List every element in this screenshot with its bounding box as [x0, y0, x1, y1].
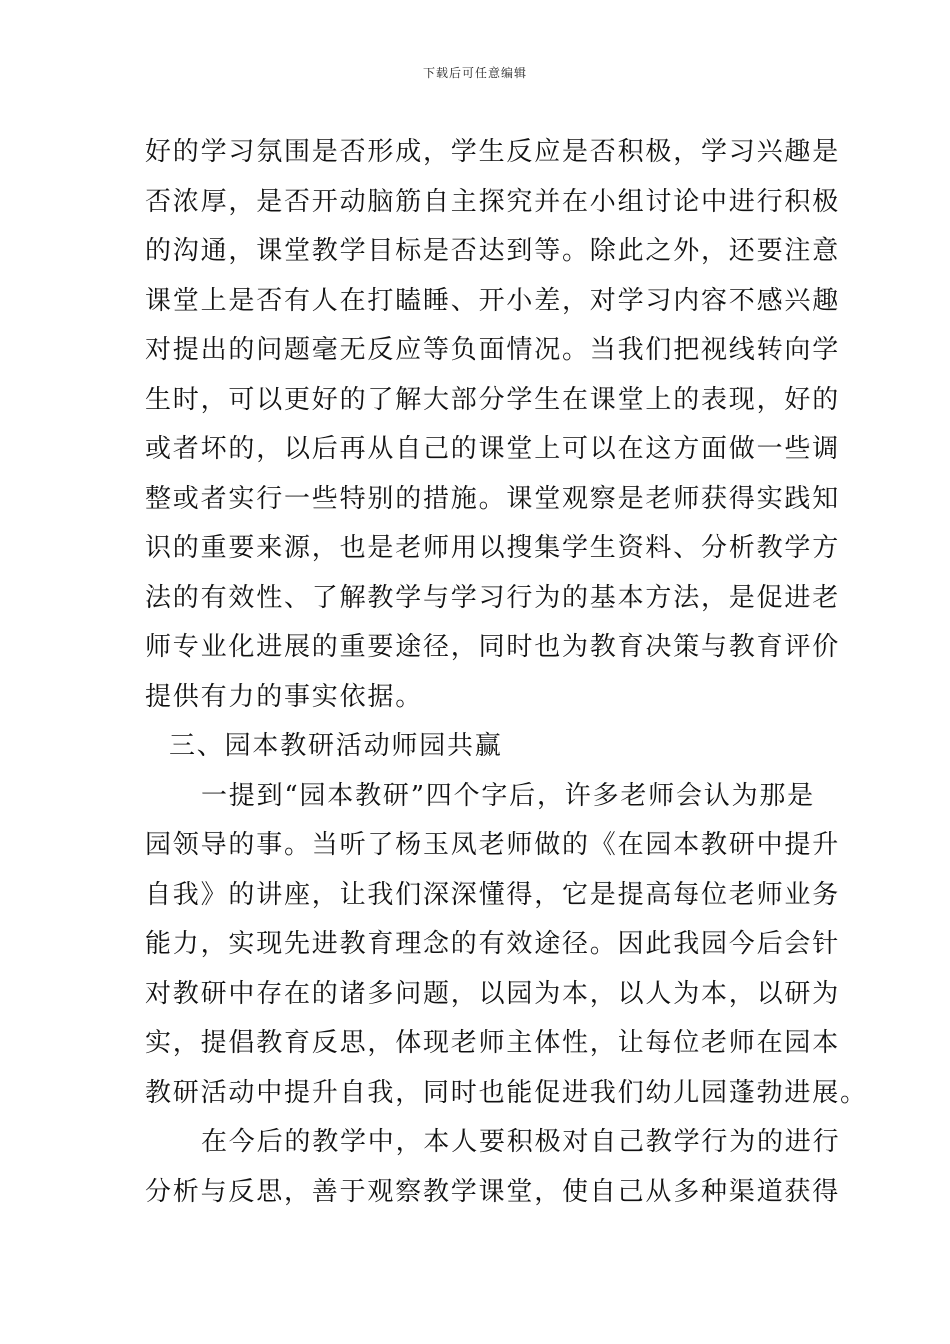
text-line: 或者坏的，以后再从自己的课堂上可以在这方面做一些调	[145, 434, 841, 464]
text-line: 园领导的事。当听了杨玉凤老师做的《在园本教研中提升	[145, 830, 841, 860]
text-line: 一提到“园本教研”四个字后，许多老师会认为那是	[201, 780, 815, 811]
text-line: 师专业化进展的重要途径，同时也为教育决策与教育评价	[145, 632, 841, 662]
text-line: 实，提倡教育反思，体现老师主体性，让每位老师在园本	[145, 1028, 841, 1058]
page-header: 下载后可任意编辑	[422, 66, 527, 80]
text-line: 法的有效性、了解教学与学习行为的基本方法，是促进老	[145, 582, 841, 613]
text-line: 自我》的讲座，让我们深深懂得，它是提高每位老师业务	[145, 879, 841, 910]
text-line: 提供有力的事实依据。	[145, 681, 424, 712]
section-heading: 三、园本教研活动师园共赢	[169, 731, 503, 761]
document-body	[145, 128, 868, 1217]
text-line: 教研活动中提升自我，同时也能促进我们幼儿园蓬勃进展。	[145, 1077, 868, 1108]
text-line: 能力，实现先进教育理念的有效途径。因此我园今后会针	[145, 929, 841, 959]
text-line: 否浓厚，是否开动脑筋自主探究并在小组讨论中进行积极	[145, 186, 841, 217]
text-line: 整或者实行一些特别的措施。课堂观察是老师获得实践知	[145, 483, 841, 514]
text-line: 对提出的问题毫无反应等负面情况。当我们把视线转向学	[145, 335, 841, 365]
text-line: 分析与反思，善于观察教学课堂，使自己从多种渠道获得	[145, 1176, 841, 1207]
text-line: 生时，可以更好的了解大部分学生在课堂上的表现，好的	[145, 384, 841, 415]
text-line: 识的重要来源，也是老师用以搜集学生资料、分析教学方	[145, 533, 841, 563]
text-line: 好的学习氛围是否形成，学生反应是否积极，学习兴趣是	[145, 137, 841, 167]
text-line: 对教研中存在的诸多问题，以园为本，以人为本，以研为	[145, 978, 841, 1009]
text-line: 的沟通，课堂教学目标是否达到等。除此之外，还要注意	[145, 236, 841, 266]
text-line: 课堂上是否有人在打瞌睡、开小差，对学习内容不感兴趣	[145, 285, 841, 316]
text-line: 在今后的教学中，本人要积极对自己教学行为的进行	[201, 1127, 841, 1157]
